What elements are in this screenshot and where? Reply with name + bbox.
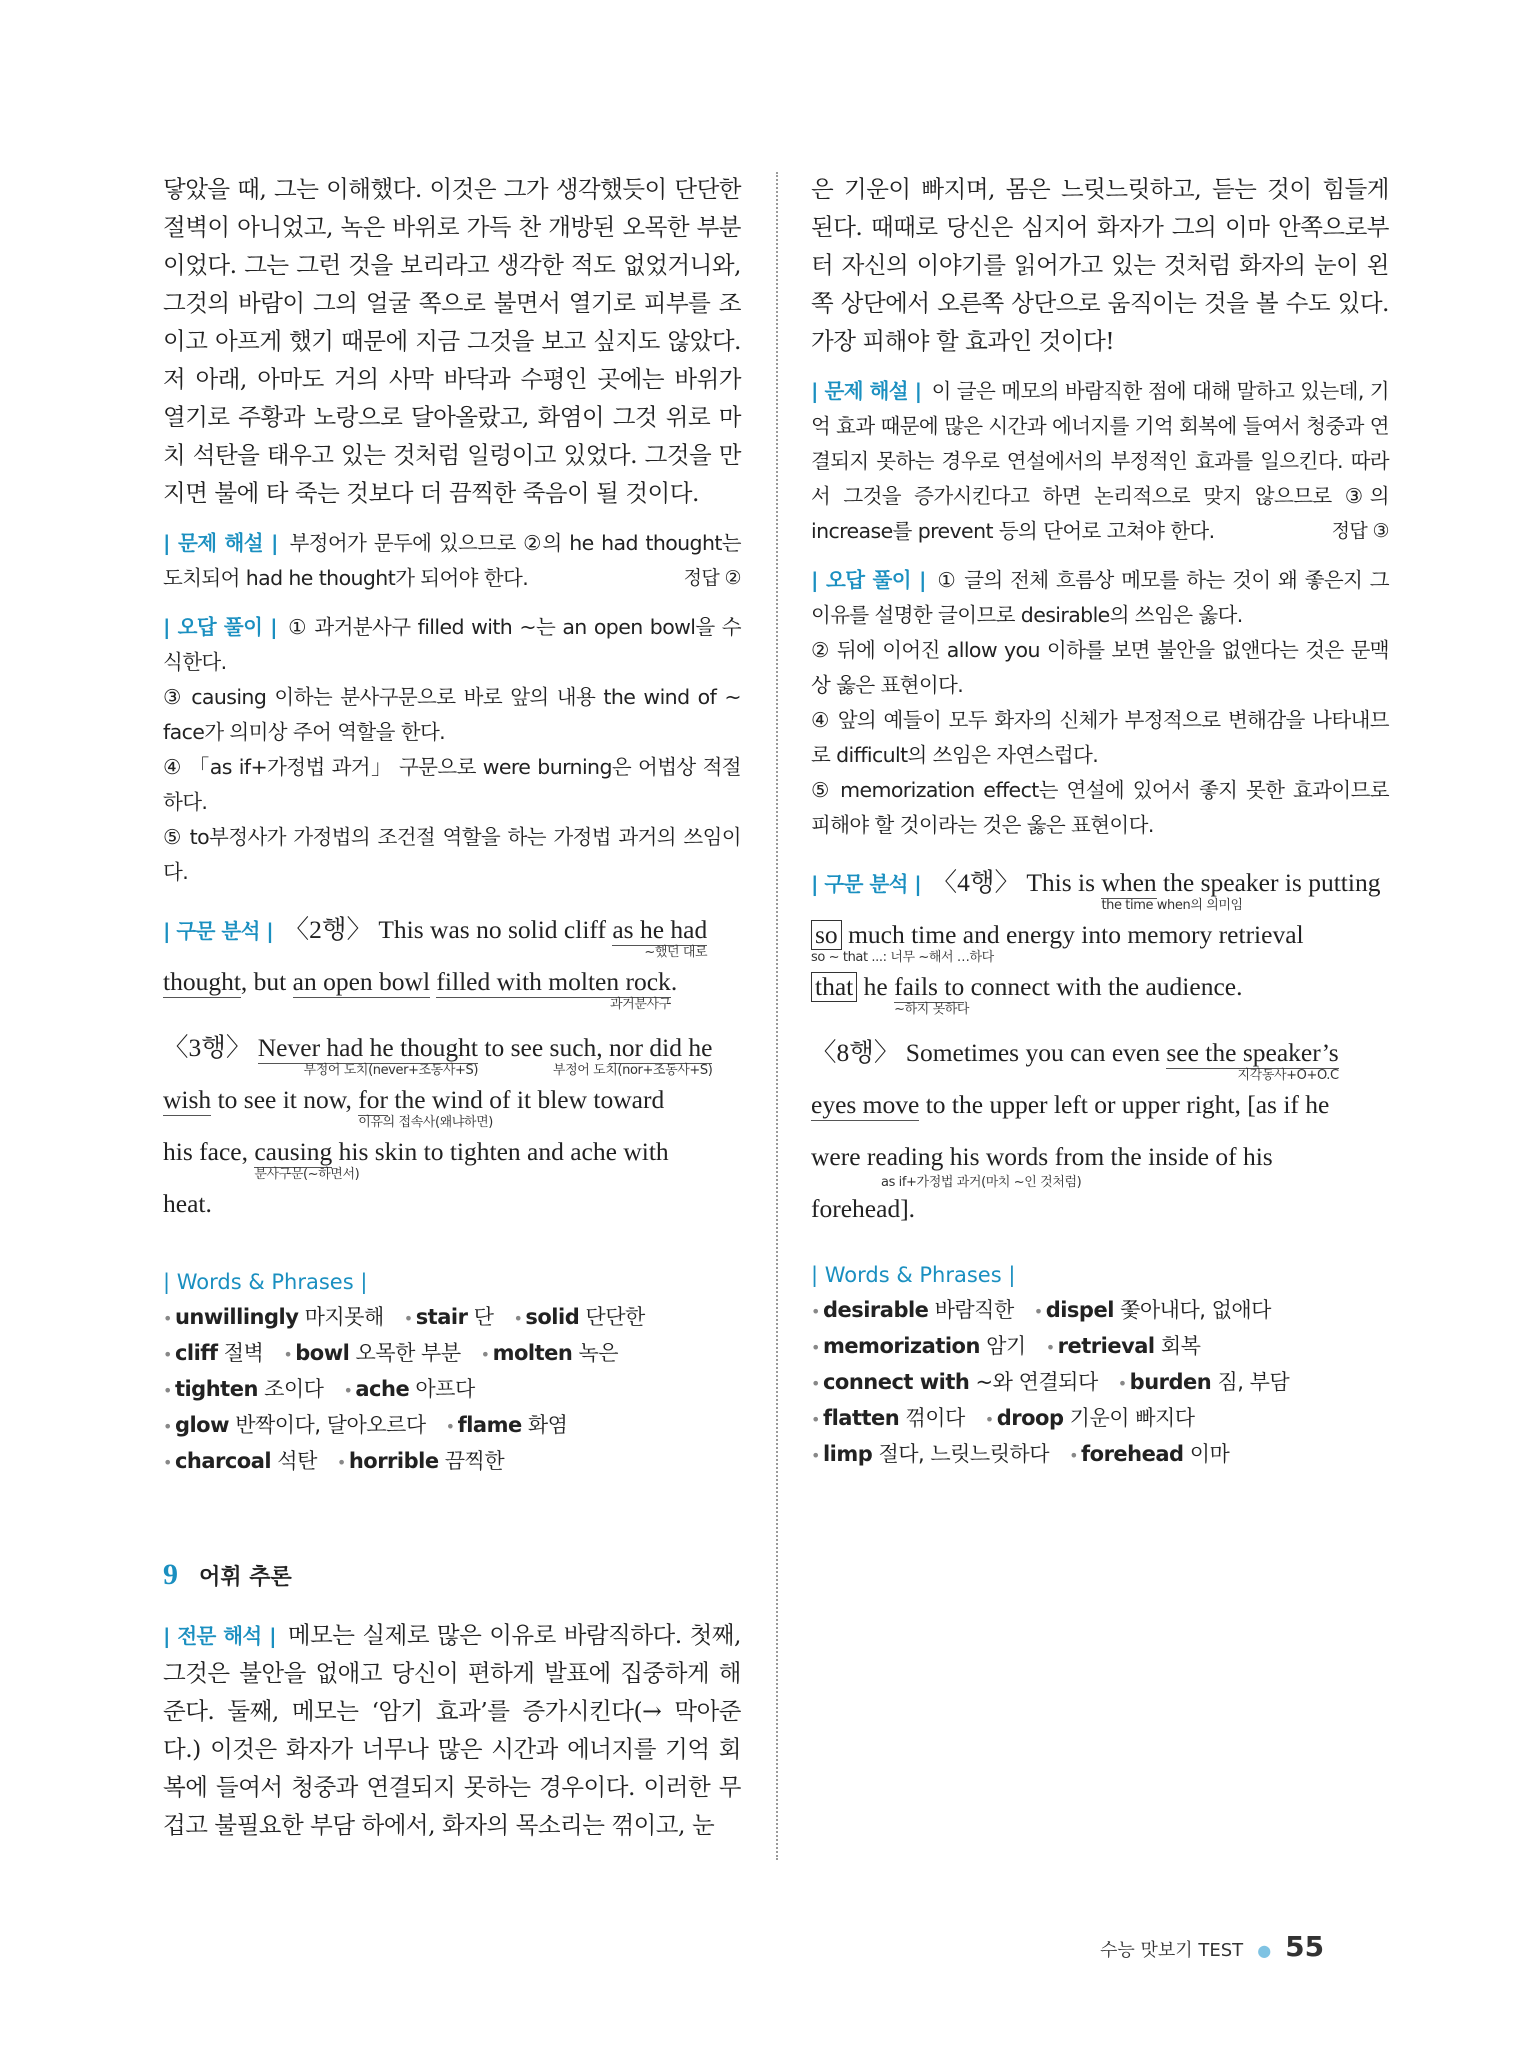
word-en: glow [174,1413,229,1437]
question-heading [163,1558,741,1592]
bullet-icon: • [163,1453,172,1472]
word-ko: 녹은 [578,1341,619,1365]
word-item [163,1413,426,1437]
wrong-note-5: ⑤ to부정사가 가정법의 조건절 역할을 하는 가정법 과거의 쓰임이다. [163,825,741,884]
boxed-text: so [811,920,842,950]
problem-text: 이 글은 메모의 바람직한 점에 대해 말하고 있는데, 기억 효과 때문에 많은 시간과 에너지를 기억 회복에 들여서 청중과 연결되지 못하는 경우로 연설에서의 부정적인 효과를 일으킨다. 따라서 그것을 증가시킨다고 하면 논리적으로 맞지 않으므로 ③의 increase를 prevent 등의 단어로 고쳐야 한다. [811,379,1389,543]
translation-continued: 은 기운이 빠지며, 몸은 느릿느릿하고, 듣는 것이 힘들게 된다. 때때로 당신은 심지어 화자가 그의 이마 안쪽으로부터 자신의 이야기를 읽어가고 있는 것처럼 화자의 눈이 왼쪽 상단에서 오른쪽 상단으로 움직이는 것을 볼 수도 있다. 가장 피해야 할 효과인 것이다! [811,175,1389,355]
phrase-text: as he had [612,915,708,944]
word-ko: ~와 연결되다 [975,1370,1098,1394]
word-en: ache [355,1377,410,1401]
bullet-icon: • [513,1309,523,1328]
wrong-answer-notes [163,610,741,890]
phrase-text: thought [163,967,241,996]
word-item [163,1305,384,1329]
word-en: bowl [295,1341,350,1365]
underlined-phrase [552,1033,713,1078]
question-title: 어휘 추론 [199,1565,292,1590]
sentence-text: This was no solid cliff [378,915,606,944]
word-ko: 아프다 [415,1377,475,1401]
sentence-text: the wind of it blew toward [394,1085,665,1114]
words-and-phrases [163,1270,741,1480]
word-ko: 마지못해 [304,1305,384,1329]
word-ko: 절벽 [223,1341,264,1365]
annotated-phrase [1256,1090,1299,1120]
boxed-word [811,920,994,965]
annotation: 지각동사+O+O.C [1237,1068,1339,1083]
right-column [811,170,1389,1473]
wrong-note-1: ① 글의 전체 흐름상 메모를 하는 것이 왜 좋은지 그 이유를 설명한 글이므로 desirable의 쓰임은 옳다. [811,568,1390,627]
sentence-text: his face, [163,1137,248,1166]
sentence-text: he [863,972,888,1001]
underlined-phrase [257,1033,478,1078]
word-item [1069,1442,1229,1466]
bullet-icon: • [984,1410,994,1429]
annotation: 부정어 도치(never+조동사+S) [303,1063,478,1078]
word-en: memorization [822,1334,980,1358]
translation-continued: 닿았을 때, 그는 이해했다. 이것은 그가 생각했듯이 단단한 절벽이 아니었고, 녹은 바위로 가득 찬 개방된 오목한 부분이었다. 그는 그런 것을 보리라고 생각한 적도 없었거니와, 그것의 바람이 그의 얼굴 쪽으로 불면서 열기로 피부를 조이고 아프게 했기 때문에 지금 그것을 보고 싶지도 않았다. 저 아래, 아마도 거의 사막 바닥과 수평인 곳에는 바위가 열기로 주황과 노랑으로 달아올랐고, 화염이 그것 위로 마치 석탄을 태우고 있는 것처럼 일렁이고 있었다. 그것을 만지면 불에 타 죽는 것보다 더 끔찍한 죽음이 될 것이다. [163,175,741,507]
bullet-icon: • [343,1381,353,1400]
word-row [163,1336,741,1372]
word-ko: 석탄 [277,1449,317,1473]
word-en: charcoal [174,1449,272,1473]
underlined-phrase [612,915,708,960]
word-item [811,1406,965,1430]
word-ko: 반짝이다, 달아오르다 [235,1413,426,1437]
problem-explanation [163,526,741,596]
syntax-tag: | 구문 분석 | [163,919,274,943]
word-ko: 오목한 부분 [355,1341,461,1365]
annotation: ~했던 대로 [644,945,708,960]
full-text: 메모는 실제로 많은 이유로 바람직하다. 첫째, 그것은 불안을 없애고 당신이 편하게 발표에 집중하게 해 준다. 둘째, 메모는 ‘암기 효과’를 증가시킨다(→ 막아준다.) 이것은 화자가 너무나 많은 시간과 에너지를 기억 회복에 들여서 청중과 연결되지 못하는 경우이다. 이러한 무겁고 불필요한 부담 하에서, 화자의 목소리는 꺾이고, 눈 [163,1621,741,1839]
word-en: molten [492,1341,573,1365]
wrong-answer-notes [811,563,1389,843]
word-ko: 쫓아내다, 없애다 [1120,1298,1271,1322]
word-item [163,1449,317,1473]
answer: 정답 ③ [1331,520,1389,542]
wrong-note-4: ④ 앞의 예들이 모두 화자의 신체가 부정적으로 변해감을 나타내므로 difficult의 쓰임은 자연스럽다. [811,708,1389,767]
sentence-text: This is [1026,868,1096,897]
bullet-icon: ● [1257,1941,1272,1960]
word-en: solid [525,1305,580,1329]
word-item [811,1334,1026,1358]
sentence-text: . [670,967,678,996]
word-ko: 화염 [527,1413,568,1437]
word-item [811,1442,1049,1466]
word-row [163,1408,741,1444]
word-ko: 절다, 느릿느릿하다 [878,1442,1050,1466]
sentence-text: his skin to tighten and ache with [338,1137,669,1166]
bullet-icon: • [811,1410,820,1429]
bullet-icon: • [1045,1338,1055,1357]
underlined-phrase [293,967,430,998]
word-item [985,1406,1195,1430]
word-ko: 짐, 부담 [1217,1370,1290,1394]
bullet-icon: • [811,1374,820,1393]
problem-tag: | 문제 해설 | [163,531,278,555]
word-en: limp [822,1442,873,1466]
bullet-icon: • [811,1446,820,1465]
word-en: flatten [822,1406,900,1430]
phrase-text: Never had he thought [257,1033,478,1062]
left-column [163,170,741,1844]
word-item [163,1377,323,1401]
word-en: stair [415,1305,468,1329]
word-en: dispel [1045,1298,1114,1322]
wrong-note-1: ① 과거분사구 filled with ~는 an open bowl을 수식한다. [163,615,741,674]
word-ko: 기운이 빠지다 [1069,1406,1195,1430]
wrong-note-3: ③ causing 이하는 분사구문으로 바로 앞의 내용 the wind of ~ face가 의미상 주어 역할을 한다. [163,685,741,744]
sentence-text: forehead]. [811,1194,916,1223]
underlined-phrase [358,1085,493,1130]
sentence-text: heat. [163,1189,212,1218]
word-ko: 바람직한 [934,1298,1014,1322]
sentence-text: to see it now, [217,1085,352,1114]
phrase-text: filled with molten rock [436,967,671,996]
word-ko: 단 [473,1305,494,1329]
annotation: ~하지 못하다 [894,1002,970,1017]
word-en: tighten [174,1377,258,1401]
column-divider [776,172,778,1860]
underlined-phrase [254,1137,360,1182]
line-ref: 〈2행〉 [283,915,372,944]
bullet-icon: • [283,1345,293,1364]
sentence-text: to the upper left or upper right, [ [925,1090,1256,1119]
words-and-phrases [811,1263,1389,1473]
underlined-phrase [1101,868,1243,913]
page-number: 55 [1285,1930,1325,1963]
bullet-icon: • [403,1309,413,1328]
bullet-icon: • [163,1345,172,1364]
word-ko: 이마 [1189,1442,1230,1466]
phrase-text: as if [1255,1090,1299,1119]
sentence-text: were reading his words from the inside of his [811,1142,1273,1171]
phrase-text: fails to [894,972,965,1001]
word-en: cliff [174,1341,218,1365]
annotation: so ~ that ...: 너무 ~해서 …하다 [811,950,994,965]
wrong-tag: | 오답 풀이 | [811,568,926,592]
word-item [283,1341,460,1365]
word-item [1046,1334,1201,1358]
line-ref: 〈8행〉 [811,1038,900,1067]
bullet-icon: • [1033,1302,1043,1321]
word-row [163,1444,741,1480]
word-item [811,1298,1014,1322]
sentence-text: , but [240,967,287,996]
bullet-icon: • [336,1453,346,1472]
annotation: the time when의 의미임 [1101,898,1243,913]
sentence-text: Sometimes you can even [905,1038,1160,1067]
question-number: 9 [163,1558,178,1591]
phrase-text: nor did he [609,1033,713,1062]
word-row [811,1329,1389,1365]
bullet-icon: • [163,1417,172,1436]
full-translation [163,1616,741,1844]
problem-tag: | 문제 해설 | [811,379,922,403]
boxed-word: that [811,972,857,1002]
wrong-note-4: ④ 「as if+가정법 과거」 구문으로 were burning은 어법상 적절하다. [163,755,741,814]
bullet-icon: • [445,1417,455,1436]
phrase-text: an open bowl [292,967,431,996]
phrase-text: for [358,1085,388,1114]
word-ko: 회복 [1160,1334,1201,1358]
word-item [404,1305,494,1329]
annotation: as if+가정법 과거(마치 ~인 것처럼) [881,1175,1082,1190]
word-item [1118,1370,1289,1394]
word-ko: 암기 [986,1334,1026,1358]
syntax-analysis [163,904,741,1230]
word-item [513,1305,644,1329]
problem-explanation [811,374,1389,549]
words-title: | Words & Phrases | [811,1263,1016,1287]
word-ko: 끔찍한 [444,1449,505,1473]
word-ko: 단단한 [585,1305,645,1329]
annotation: 과거분사구 [610,997,671,1012]
word-ko: 조이다 [264,1377,324,1401]
word-item [481,1341,618,1365]
word-en: connect with [822,1370,970,1394]
bullet-icon: • [163,1309,172,1328]
page-footer [1100,1930,1324,1963]
word-en: unwillingly [174,1305,299,1329]
word-en: desirable [822,1298,929,1322]
phrase-text: when [1101,868,1157,897]
annotation: 분사구문(~하면서) [254,1167,360,1182]
phrase-text: see the speaker’s [1166,1038,1339,1067]
underlined-phrase [811,1090,919,1121]
wrong-tag: | 오답 풀이 | [163,615,277,639]
bullet-icon: • [811,1338,820,1357]
word-item [343,1377,474,1401]
sentence-text: the speaker is putting [1163,868,1381,897]
sentence-text: much time and energy into memory retrieval [848,920,1304,949]
word-en: forehead [1081,1442,1184,1466]
phrase-text: wish [163,1085,212,1114]
underlined-phrase [894,972,970,1017]
bullet-icon: • [480,1345,490,1364]
word-item [163,1341,263,1365]
bullet-icon: • [1069,1446,1079,1465]
word-row [811,1293,1389,1329]
word-item [811,1370,1098,1394]
word-ko: 꺾이다 [905,1406,965,1430]
word-list [163,1300,741,1480]
footer-label: 수능 맛보기 TEST [1100,1940,1244,1961]
bullet-icon: • [811,1302,820,1321]
underlined-phrase [163,967,241,998]
word-en: retrieval [1057,1334,1155,1358]
bullet-icon: • [163,1381,172,1400]
line-ref: 〈4행〉 [931,868,1020,897]
phrase-text: causing [254,1137,333,1166]
phrase-text: eyes move [811,1090,920,1119]
word-item [1034,1298,1271,1322]
full-tag: | 전문 해석 | [163,1624,276,1648]
syntax-tag: | 구문 분석 | [811,872,922,896]
word-row [811,1401,1389,1437]
word-row [811,1437,1389,1473]
bullet-icon: • [1117,1374,1127,1393]
word-row [163,1300,741,1336]
underlined-phrase [1166,1038,1339,1083]
sentence-text: to see such, [484,1033,603,1062]
sentence-text: he [1305,1090,1330,1119]
problem-text: 부정어가 문두에 있으므로 ②의 he had thought는 도치되어 had he thought가 되어야 한다. [163,531,741,590]
words-title: | Words & Phrases | [163,1270,368,1294]
underlined-phrase [163,1085,211,1116]
word-item [446,1413,568,1437]
word-row [811,1365,1389,1401]
word-row [163,1372,741,1408]
word-en: burden [1129,1370,1212,1394]
wrong-note-5: ⑤ memorization effect는 연설에 있어서 좋지 못한 효과이므로 피해야 할 것이라는 것은 옳은 표현이다. [811,778,1389,837]
word-list [811,1293,1389,1473]
wrong-note-2: ② 뒤에 이어진 allow you 이하를 보면 불안을 없앤다는 것은 문맥상 옳은 표현이다. [811,638,1389,697]
word-en: droop [996,1406,1064,1430]
annotation: 이유의 접속사(왜냐하면) [358,1115,493,1130]
underlined-phrase [436,967,671,1012]
word-item [337,1449,504,1473]
syntax-analysis [811,857,1389,1235]
sentence-text: connect with the audience. [970,972,1243,1001]
line-ref: 〈3행〉 [163,1033,252,1062]
word-en: flame [457,1413,522,1437]
annotation: 부정어 도치(nor+조동사+S) [552,1063,713,1078]
answer: 정답 ② [683,567,741,589]
word-en: horrible [348,1449,439,1473]
